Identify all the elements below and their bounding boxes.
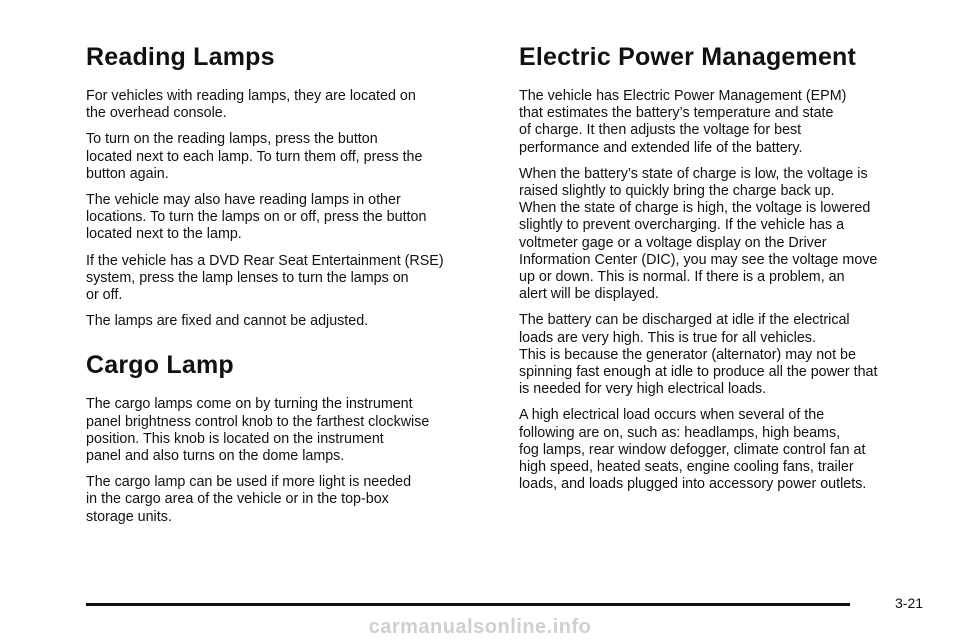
cargo-lamp-paragraph-1: The cargo lamps come on by turning the instrument panel brightness control knob to the farthest clockwise position. This knob is located on the instrument panel and also turns on the dome lamps. (86, 396, 430, 465)
reading-lamps-paragraph-3: The vehicle may also have reading lamps in other locations. To turn the lamps on or off, press the button located next to the lamp. (86, 192, 427, 243)
footer-rule (86, 603, 850, 606)
right-column (519, 42, 939, 502)
epm-paragraph-4: A high electrical load occurs when several of the following are on, such as: headlamps, high beams, fog lamps, rear window defogger, climate control fan at high speed, heated seats, engine cooling fans, trailer loads, and loads plugged into accessory power outlets. (519, 407, 867, 493)
reading-lamps-paragraph-1: For vehicles with reading lamps, they are located on the overhead console. (86, 88, 416, 122)
cargo-lamp-heading: Cargo Lamp (86, 351, 234, 380)
page-number: 3-21 (895, 595, 924, 611)
epm-paragraph-2: When the battery’s state of charge is low, the voltage is raised slightly to quickly bring the charge back up. When the state of charge is high, the voltage is lowered slightly to prevent overcharging. If the vehicle has a voltmeter gage or a voltage display on the Driver Information Center (DIC), you may see the voltage move up or down. This is normal. If there is a problem, an alert will be displayed. (519, 165, 878, 303)
reading-lamps-paragraph-4: If the vehicle has a DVD Rear Seat Entertainment (RSE) system, press the lamp lenses to turn the lamps on or off. (86, 252, 444, 304)
reading-lamps-paragraph-2: To turn on the reading lamps, press the button located next to each lamp. To turn them off, press the button again. (86, 131, 423, 182)
electric-power-management-heading: Electric Power Management (519, 43, 857, 71)
left-column (86, 42, 506, 535)
epm-paragraph-1: The vehicle has Electric Power Management (EPM) that estimates the battery’s temperature and state of charge. It then adjusts the voltage for best performance and extended life of the battery. (519, 88, 847, 156)
epm-paragraph-3: The battery can be discharged at idle if the electrical loads are very high. This is true for all vehicles. This is because the generator (alternator) may not be spinning fast enough at idle to produce all the power that is needed for very high electrical loads. (519, 312, 878, 398)
reading-lamps-paragraph-5: The lamps are fixed and cannot be adjusted. (86, 313, 369, 330)
watermark: carmanualsonline.info (368, 616, 592, 638)
reading-lamps-heading: Reading Lamps (86, 43, 275, 71)
cargo-lamp-paragraph-2: The cargo lamp can be used if more light is needed in the cargo area of the vehicle or in the top-box storage units. (86, 474, 412, 525)
